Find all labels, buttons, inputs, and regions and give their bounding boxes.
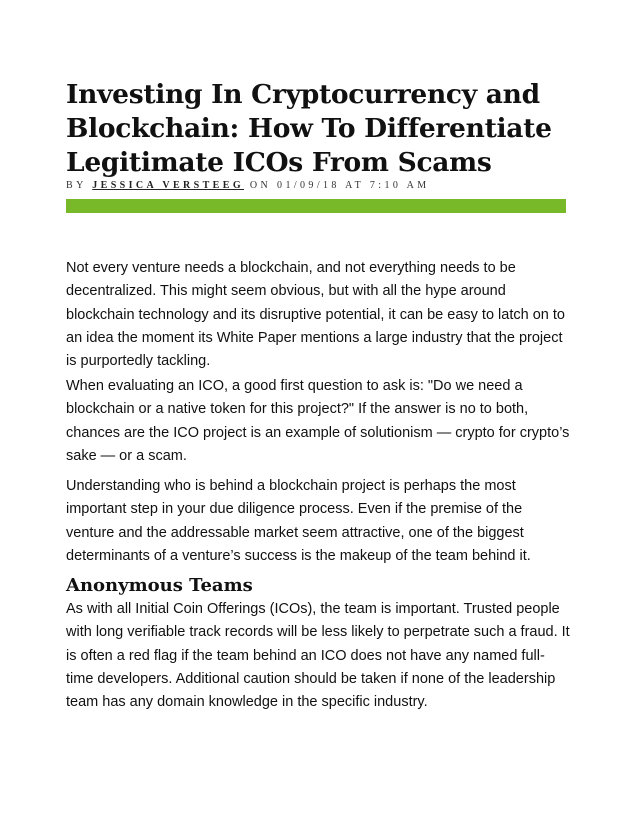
byline-prefix: BY — [66, 180, 93, 191]
paragraph-2: When evaluating an ICO, a good first question to ask is: "Do we need a blockchain or a native token for this project?" If the answer is no to both, chances are the ICO project is an example of solutionism — crypto for crypto’s sake — or a scam. — [66, 378, 570, 464]
author-link[interactable]: JESSICA VERSTEEG — [92, 180, 244, 191]
article-title: Investing In Cryptocurrency and Blockchain: How To Differentiate Legitimate ICOs From Scams — [66, 79, 552, 178]
paragraph-1: Not every venture needs a blockchain, and not everything needs to be decentralized. This might seem obvious, but with all the hype around blockchain technology and its disruptive potential, it can be easy to latch on to an idea the moment its White Paper mentions a large industry that the project is purportedly tackling. — [66, 260, 565, 370]
byline — [66, 180, 430, 191]
paragraph-3: Understanding who is behind a blockchain project is perhaps the most important step in your due diligence process. Even if the premise of the venture and the addressable market seem attractive, one of the biggest determinants of a venture’s success is the makeup of the team behind it. — [66, 478, 531, 564]
byline-date: ON 01/09/18 AT 7:10 AM — [244, 180, 430, 191]
section-paragraph: As with all Initial Coin Offerings (ICOs), the team is important. Trusted people with long verifiable track records will be less likely to perpetrate such a fraud. It is often a red flag if the team behind an ICO does not have any named full-time developers. Additional caution should be taken if none of the leadership team has any domain knowledge in the specific industry. — [66, 601, 570, 711]
accent-divider-bar — [66, 199, 566, 213]
section-heading: Anonymous Teams — [66, 575, 253, 596]
